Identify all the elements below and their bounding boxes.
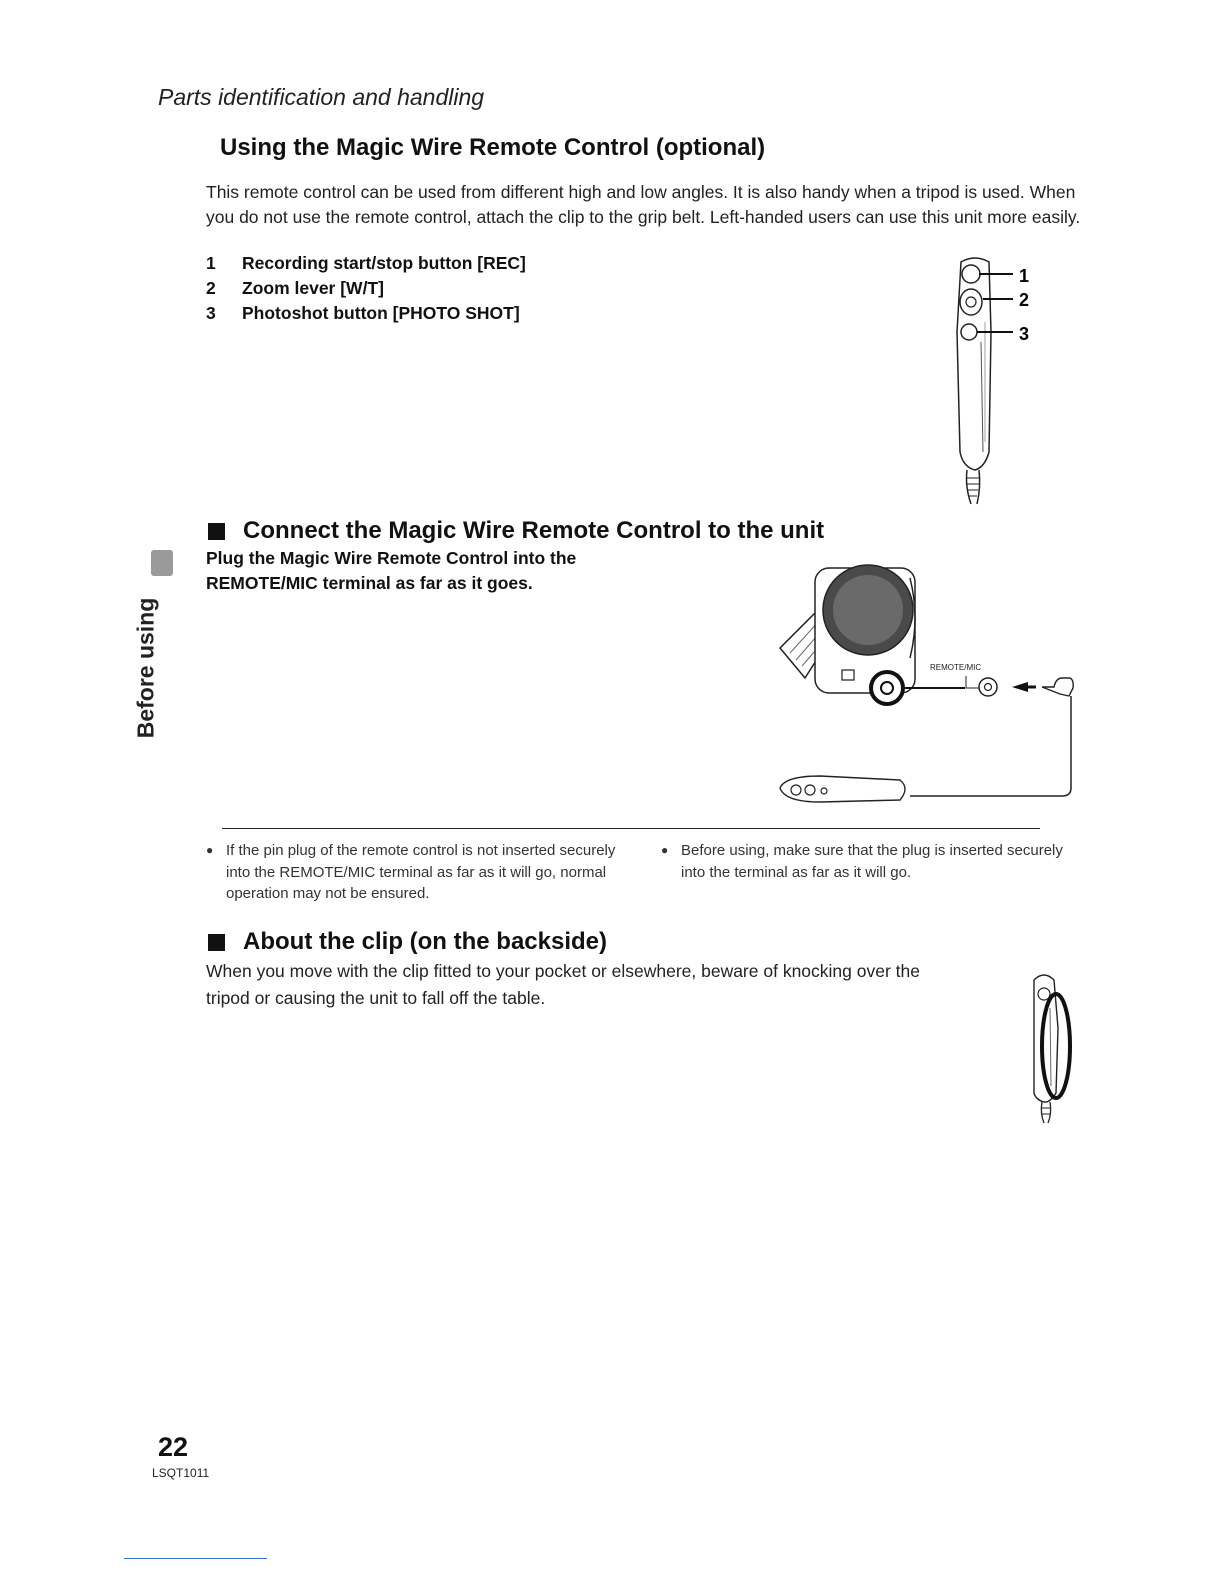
bullet-icon: ●: [206, 843, 214, 857]
part-number: 2: [206, 278, 216, 298]
bottom-link-line: [124, 1558, 267, 1559]
clip-illustration: [1020, 968, 1090, 1128]
callout-number: 1: [1019, 266, 1030, 286]
note-item: [661, 840, 1081, 883]
part-label: Recording start/stop button [REC]: [242, 253, 526, 273]
section-heading-text: About the clip (on the backside): [243, 928, 608, 955]
section-heading-connect: [208, 517, 824, 545]
divider-rule: [222, 828, 1040, 829]
side-tab: [118, 588, 178, 748]
terminal-label: REMOTE/MIC: [930, 663, 982, 672]
side-tab-label: Before using: [132, 597, 159, 739]
note-text: If the pin plug of the remote control is not inserted securely into the REMOTE/MIC terminal as far as it will go, normal operation may not be ensured.: [226, 842, 616, 902]
note-item: [206, 840, 636, 905]
remote-control-illustration: [945, 252, 1045, 512]
square-bullet-icon: [208, 934, 225, 951]
callout-number: 3: [1019, 324, 1030, 344]
plug-instruction: Plug the Magic Wire Remote Control into the REMOTE/MIC terminal as far as it goes.: [206, 548, 577, 593]
page-number: 22: [158, 1432, 189, 1462]
parts-list-item: [206, 251, 526, 276]
section-marker-icon: [151, 550, 173, 576]
document-code: LSQT1011: [152, 1466, 210, 1480]
note-text: Before using, make sure that the plug is inserted securely into the terminal as far as it will go.: [681, 842, 1063, 881]
camera-connection-illustration: [760, 548, 1090, 810]
section-heading-clip: [208, 928, 607, 956]
callout-number: 2: [1019, 290, 1030, 310]
part-label: Zoom lever [W/T]: [242, 278, 384, 298]
section-title-remote: Using the Magic Wire Remote Control (optional): [220, 134, 766, 161]
running-header: Parts identification and handling: [158, 84, 485, 110]
square-bullet-icon: [208, 523, 225, 540]
part-number: 1: [206, 253, 216, 273]
part-label: Photoshot button [PHOTO SHOT]: [242, 303, 520, 323]
parts-list-item: [206, 301, 526, 326]
clip-text: When you move with the clip fitted to your pocket or elsewhere, beware of knocking over the tripod or causing the unit to fall off the table.: [206, 961, 920, 1008]
bullet-icon: ●: [661, 843, 669, 857]
parts-list: [206, 251, 526, 326]
remote-intro-text: This remote control can be used from different high and low angles. It is also handy when a tripod is used. When you do not use the remote control, attach the clip to the grip belt. Left-handed users can use this unit more easily.: [206, 182, 1081, 227]
parts-list-item: [206, 276, 526, 301]
section-heading-text: Connect the Magic Wire Remote Control to the unit: [243, 517, 825, 544]
part-number: 3: [206, 303, 216, 323]
